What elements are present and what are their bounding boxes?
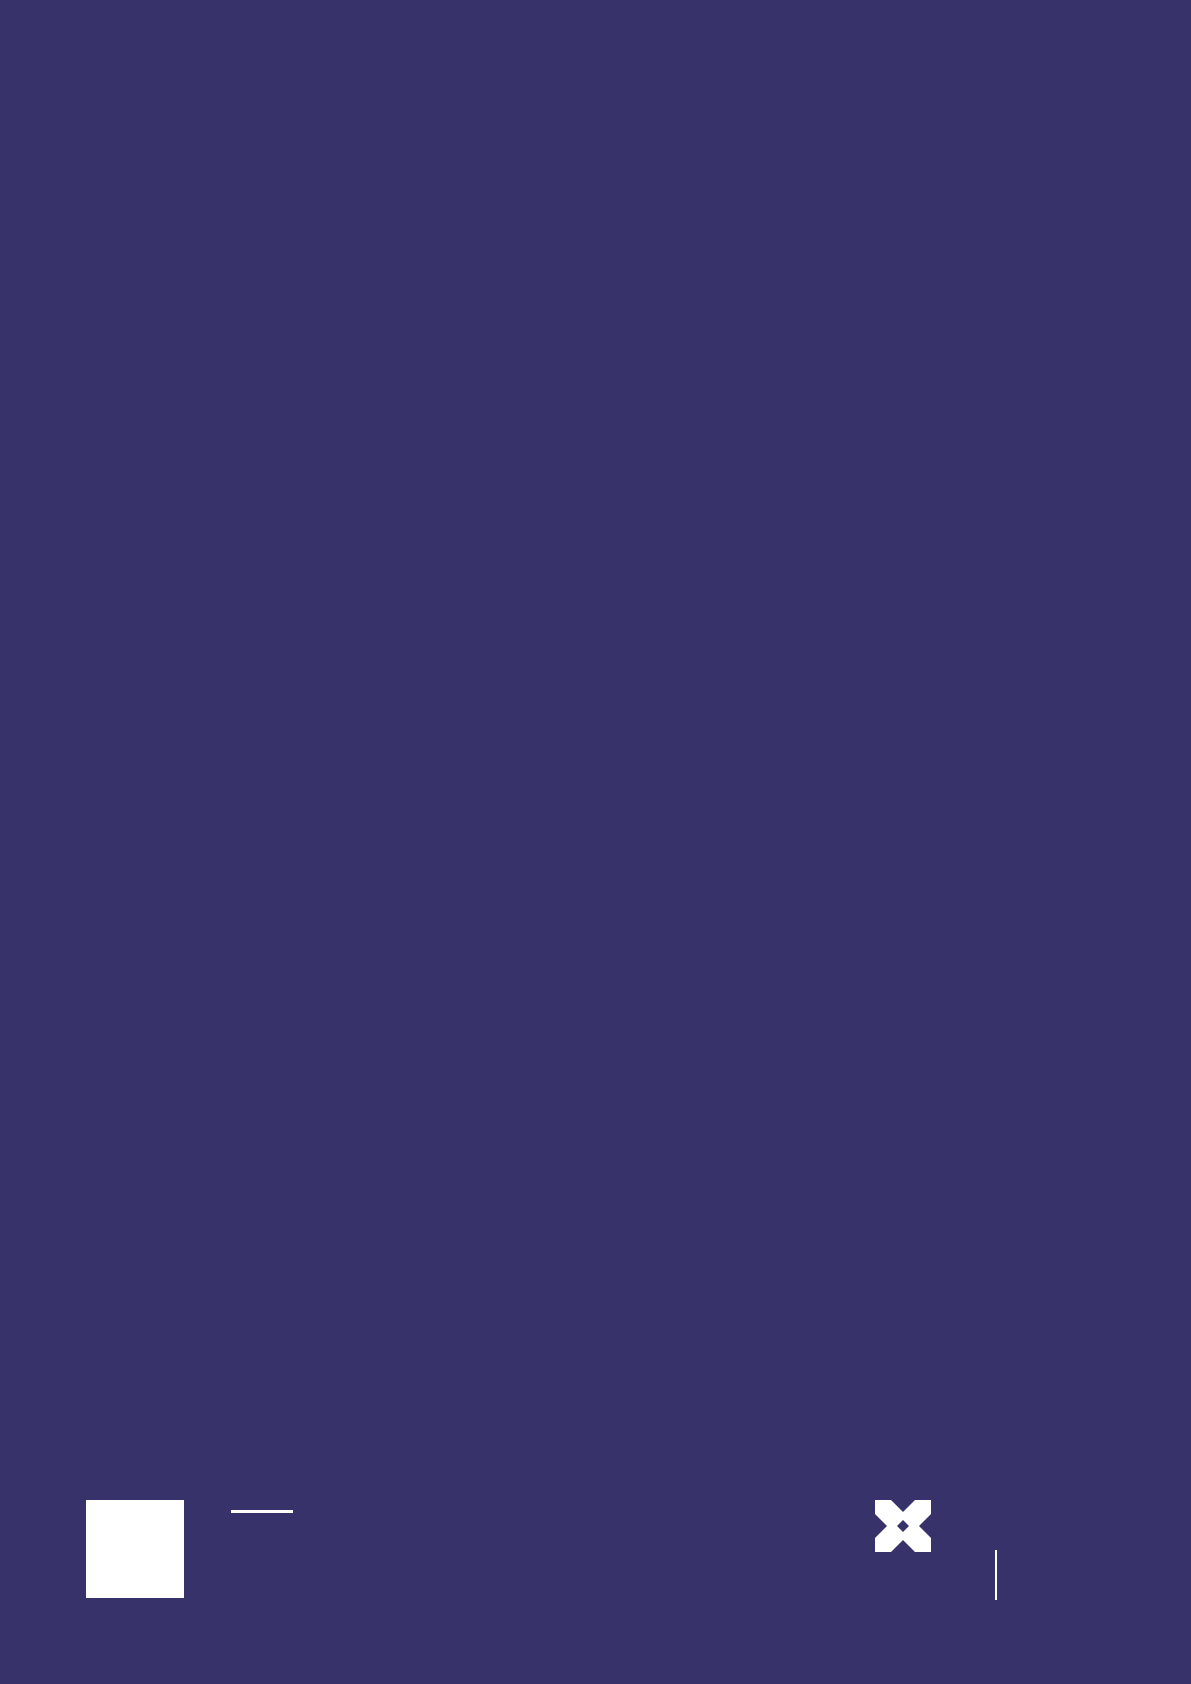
star-icon — [126, 38, 170, 82]
star-icon — [767, 1340, 809, 1382]
star-icon — [842, 375, 894, 427]
star-icon — [226, 306, 278, 358]
kurim-logo-icon — [875, 1500, 931, 1552]
star-icon — [1088, 63, 1130, 105]
footer-info — [225, 1496, 293, 1523]
star-icon — [1006, 510, 1048, 552]
underline-decoration — [231, 1510, 293, 1513]
star-icon — [637, 1586, 679, 1628]
star-icon — [80, 1335, 134, 1389]
logo-divider — [995, 1550, 997, 1600]
star-icon — [978, 305, 1050, 377]
star-icon — [1028, 1366, 1100, 1438]
month-subtitle — [460, 314, 730, 374]
page-title — [80, 128, 1110, 288]
kurim-logo — [875, 1500, 1105, 1605]
month-subtitle-dots — [460, 314, 730, 374]
star-icon — [26, 448, 70, 492]
qr-code-icon — [86, 1500, 184, 1598]
page-title-dots — [80, 128, 1110, 288]
star-icon — [486, 1364, 558, 1436]
star-icon — [766, 60, 818, 112]
footer-program — [225, 1496, 293, 1523]
